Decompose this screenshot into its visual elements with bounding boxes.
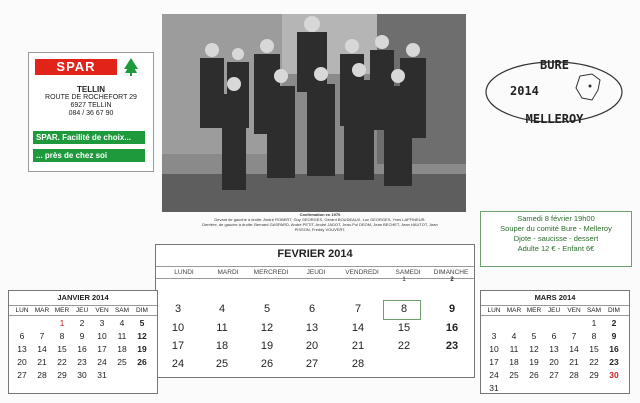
calendar-day: 19 [137,344,147,354]
calendar-day: 4 [218,303,226,315]
calendar-day: 22 [57,357,67,367]
calendar-day: 27 [549,370,559,380]
calendar-day: 2 [79,318,85,328]
calendar-day: 11 [509,344,519,354]
calendar-day: 30 [77,370,87,380]
calendar-day: 14 [569,344,579,354]
calendar-day: 10 [171,322,185,334]
weekday-header-cell: JEU [75,307,89,314]
calendar-day: 2 [450,277,454,283]
weekday-header-cell: LUN [487,307,501,314]
logo-bure: BURE [540,58,569,72]
spar-store-name: TELLIN [77,85,105,94]
calendar-day: 18 [117,344,127,354]
calendar-day: 23 [609,357,619,367]
calendar-day: 25 [509,370,519,380]
spar-logo [35,59,145,75]
calendar-day: 28 [351,358,365,370]
calendar-day: 1 [59,318,65,328]
calendar-day: 8 [59,331,65,341]
calendar-day: 24 [97,357,107,367]
calendar-day: 6 [19,331,25,341]
logo-melleroy: MELLEROY [525,112,584,126]
calendar-day: 26 [529,370,539,380]
calendar-day: 23 [77,357,87,367]
calendar-day: 6 [308,303,316,315]
calendar-day: 21 [351,340,365,352]
calendar-day: 8 [591,331,597,341]
weekday-header-cell: SAM [586,307,602,314]
calendar-day: 28 [569,370,579,380]
event-title: Souper du comité Bure - Melleroy [500,224,612,233]
calendar-day: 24 [489,370,499,380]
caption-line-1: Devant de gauche à droite: André ROBERT, Guy GEORGES, Gérard BOUDEAUX, Luc GEORGES, Yves LAFFINEUR. [214,217,426,222]
march-title: MARS 2014 [534,293,576,302]
weekday-header-cell: JEUDI [306,269,326,276]
calendar-day: 19 [529,357,539,367]
weekday-header-cell: MARDI [217,269,239,276]
calendar-day: 17 [489,357,499,367]
calendar-day: 5 [139,318,145,328]
spar-phone: 084 / 36 67 90 [68,110,114,117]
weekday-header-cell: MAR [34,307,50,314]
calendar-day: 31 [489,383,499,393]
event-menu: Djote - saucisse - dessert [513,234,599,243]
weekday-header-cell: VENDREDI [345,269,379,276]
spar-brand: SPAR [35,59,117,75]
calendar-day: 27 [17,370,27,380]
calendar-day: 15 [589,344,599,354]
weekday-header-cell: DIM [136,307,148,314]
weekday-header-cell: MAR [506,307,522,314]
caption-line-2: Derrière, de gauche à droite: Bernard GASPARD, André PETIT, André JADOT, Jean-Pol DEOM, Jean BECHET, Jean HAUTOT, Jean PISSON, Freddy VOUVERT. [202,222,438,232]
weekday-header-cell: MERCREDI [253,269,289,276]
calendar-day: 4 [511,331,517,341]
calendar-day: 18 [509,357,519,367]
calendar-day: 5 [263,303,271,315]
calendar-day: 11 [117,331,127,341]
spar-tree-icon [121,57,141,77]
caption-title: Confirmation en 1970 [299,212,341,217]
photo-caption [200,212,440,232]
calendar-day: 11 [216,322,228,334]
logo-year: 2014 [510,84,539,98]
february-weekday-header [156,266,474,279]
january-calendar [8,290,158,394]
calendar-day: 10 [489,344,499,354]
calendar-day: 10 [97,331,107,341]
weekday-header-cell: VEN [567,307,581,314]
spar-slogan-2: ... près de chez soi [33,149,145,162]
bure-melleroy-logo [482,54,627,130]
weekday-header-cell: SAM [114,307,130,314]
calendar-day: 9 [448,303,456,315]
calendar-day: 21 [37,357,47,367]
calendar-day: 19 [260,340,274,352]
calendar-day: 6 [551,331,557,341]
march-calendar [480,290,630,394]
calendar-day: 26 [260,358,274,370]
calendar-day: 24 [171,358,185,370]
calendar-day: 20 [17,357,27,367]
weekday-header-cell: VEN [95,307,109,314]
calendar-day: 14 [351,322,365,334]
weekday-header-cell: DIMANCHE [433,269,469,276]
calendar-day: 29 [57,370,67,380]
calendar-day: 3 [99,318,105,328]
group-photo [162,14,466,212]
weekday-header-cell: LUN [15,307,29,314]
weekday-header-cell: MER [54,307,70,314]
calendar-day: 8 [400,303,408,315]
weekday-header-cell: LUNDI [174,269,194,276]
calendar-day: 9 [611,331,617,341]
calendar-day: 22 [397,340,411,352]
calendar-day: 4 [119,318,125,328]
calendar-day: 3 [491,331,497,341]
event-date: Samedi 8 février 19h00 [517,214,595,223]
calendar-day: 22 [589,357,599,367]
calendar-day: 28 [37,370,47,380]
calendar-day: 25 [117,357,127,367]
calendar-day: 25 [215,358,229,370]
calendar-day: 9 [79,331,85,341]
calendar-day: 7 [571,331,577,341]
calendar-day: 7 [39,331,45,341]
event-price: Adulte 12 € - Enfant 6€ [517,244,595,253]
spar-city: 6927 TELLIN [70,102,112,109]
calendar-day: 3 [174,303,182,315]
spar-address [29,86,153,118]
january-weekday-header [9,305,157,316]
calendar-day: 17 [171,340,185,352]
calendar-day: 16 [445,322,459,334]
calendar-day: 16 [77,344,87,354]
calendar-day: 29 [589,370,599,380]
calendar-day: 5 [531,331,537,341]
calendar-day: 30 [609,370,619,380]
weekday-header-cell: MER [526,307,542,314]
calendar-day: 12 [137,331,147,341]
calendar-day: 12 [529,344,539,354]
weekday-header-cell: JEU [547,307,561,314]
calendar-day: 13 [549,344,559,354]
calendar-day: 15 [397,322,411,334]
weekday-header-cell: DIM [608,307,620,314]
calendar-day: 12 [260,322,274,334]
february-calendar [155,244,475,378]
january-title: JANVIER 2014 [57,293,109,302]
calendar-day: 17 [97,344,107,354]
spar-street: ROUTE DE ROCHEFORT 29 [45,94,137,101]
calendar-day: 20 [305,340,319,352]
calendar-day: 1 [402,277,406,283]
calendar-day: 2 [611,318,617,328]
calendar-day: 16 [609,344,619,354]
spar-advertisement [28,52,154,172]
calendar-day: 20 [549,357,559,367]
calendar-day: 14 [37,344,47,354]
calendar-day: 21 [569,357,579,367]
calendar-day: 26 [137,357,147,367]
spar-slogan-1: SPAR. Facilité de choix... [33,131,145,144]
calendar-day: 31 [97,370,107,380]
calendar-day: 27 [305,358,319,370]
weekday-header-cell: SAMEDI [395,269,421,276]
calendar-day: 23 [445,340,459,352]
february-title: FEVRIER 2014 [277,248,353,260]
calendar-day: 18 [215,340,229,352]
calendar-day: 15 [57,344,67,354]
march-weekday-header [481,305,629,316]
calendar-day: 1 [591,318,597,328]
event-announcement [480,211,632,267]
calendar-day: 7 [354,303,362,315]
calendar-day: 13 [305,322,319,334]
calendar-day: 13 [17,344,27,354]
